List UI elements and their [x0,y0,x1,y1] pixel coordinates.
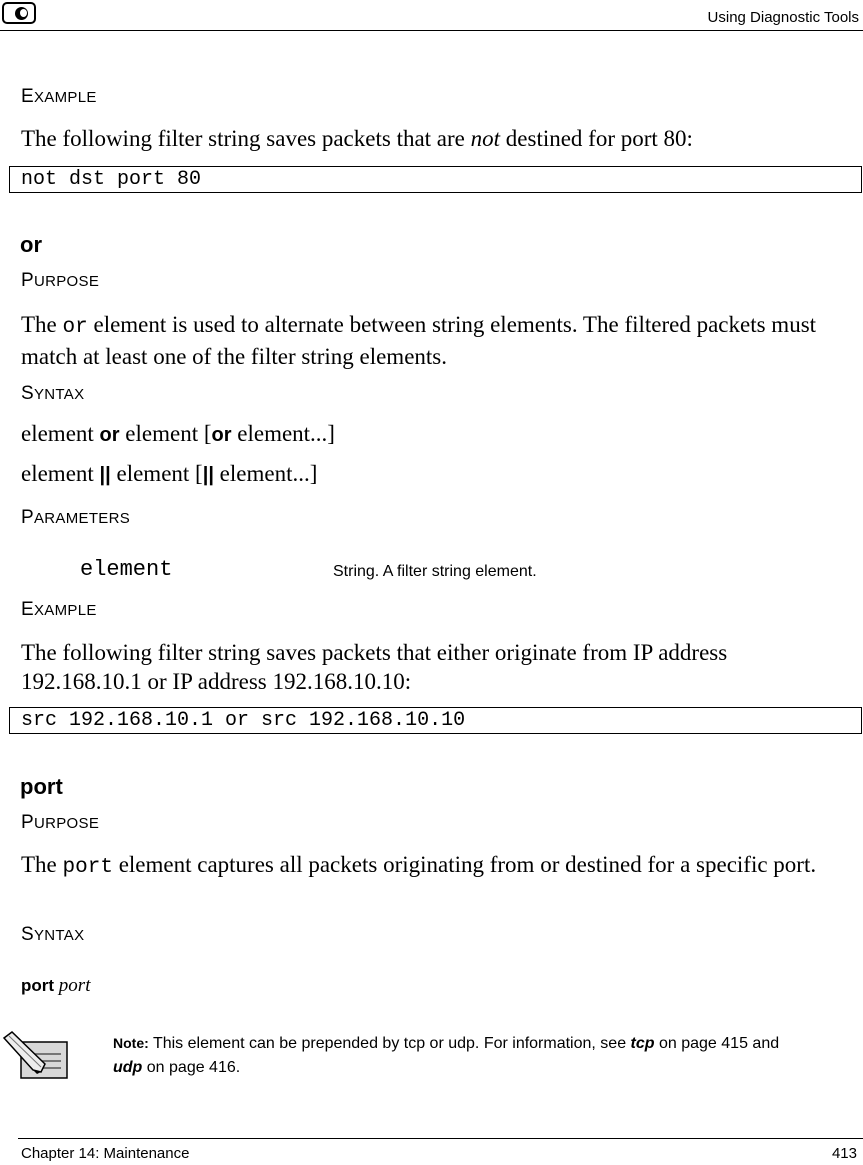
syntax-line: port port [21,975,91,996]
example-label: EXAMPLE [21,599,97,620]
header-divider [0,30,863,31]
parameter-description: String. A filter string element. [333,563,537,580]
header-title: Using Diagnostic Tools [707,9,859,26]
section-heading-port: port [20,774,63,799]
page-number: 413 [831,1145,857,1162]
example-label: EXAMPLE [21,86,97,107]
purpose-paragraph: The port element captures all packets originating from or destined for a specific port. [21,852,817,879]
logo-icon [2,2,36,24]
purpose-label: PURPOSE [21,812,100,833]
example-paragraph: The following filter string saves packets that either originate from IP address 192.168.10.1 or IP address 192.168.10.10: [21,640,728,694]
purpose-label: PURPOSE [21,270,100,291]
syntax-label: SYNTAX [21,924,85,945]
footer-divider [18,1138,863,1139]
purpose-paragraph: The or element is used to alternate between string elements. The filtered packets must match at least one of the filter string elements. [21,312,817,369]
syntax-label: SYNTAX [21,383,85,404]
parameters-label: PARAMETERS [21,507,131,528]
footer-chapter: Chapter 14: Maintenance [21,1145,190,1162]
parameter-name: element [80,557,173,582]
note-pencil-icon [1,1030,71,1082]
note-text: Note: This element can be prepended by tcp or udp. For information, see tcp on page 415 and udp on page 416. [113,1035,780,1076]
example-paragraph: The following filter string saves packets that are not destined for port 80: [21,126,693,151]
code-block: not dst port 80 [9,166,862,193]
syntax-line: element or element [or element...] [21,421,335,446]
udp-link[interactable]: udp [113,1059,143,1076]
section-heading-or: or [20,232,42,257]
tcp-link[interactable]: tcp [630,1035,655,1052]
syntax-line: element || element [|| element...] [21,461,318,486]
code-block: src 192.168.10.1 or src 192.168.10.10 [9,707,862,734]
